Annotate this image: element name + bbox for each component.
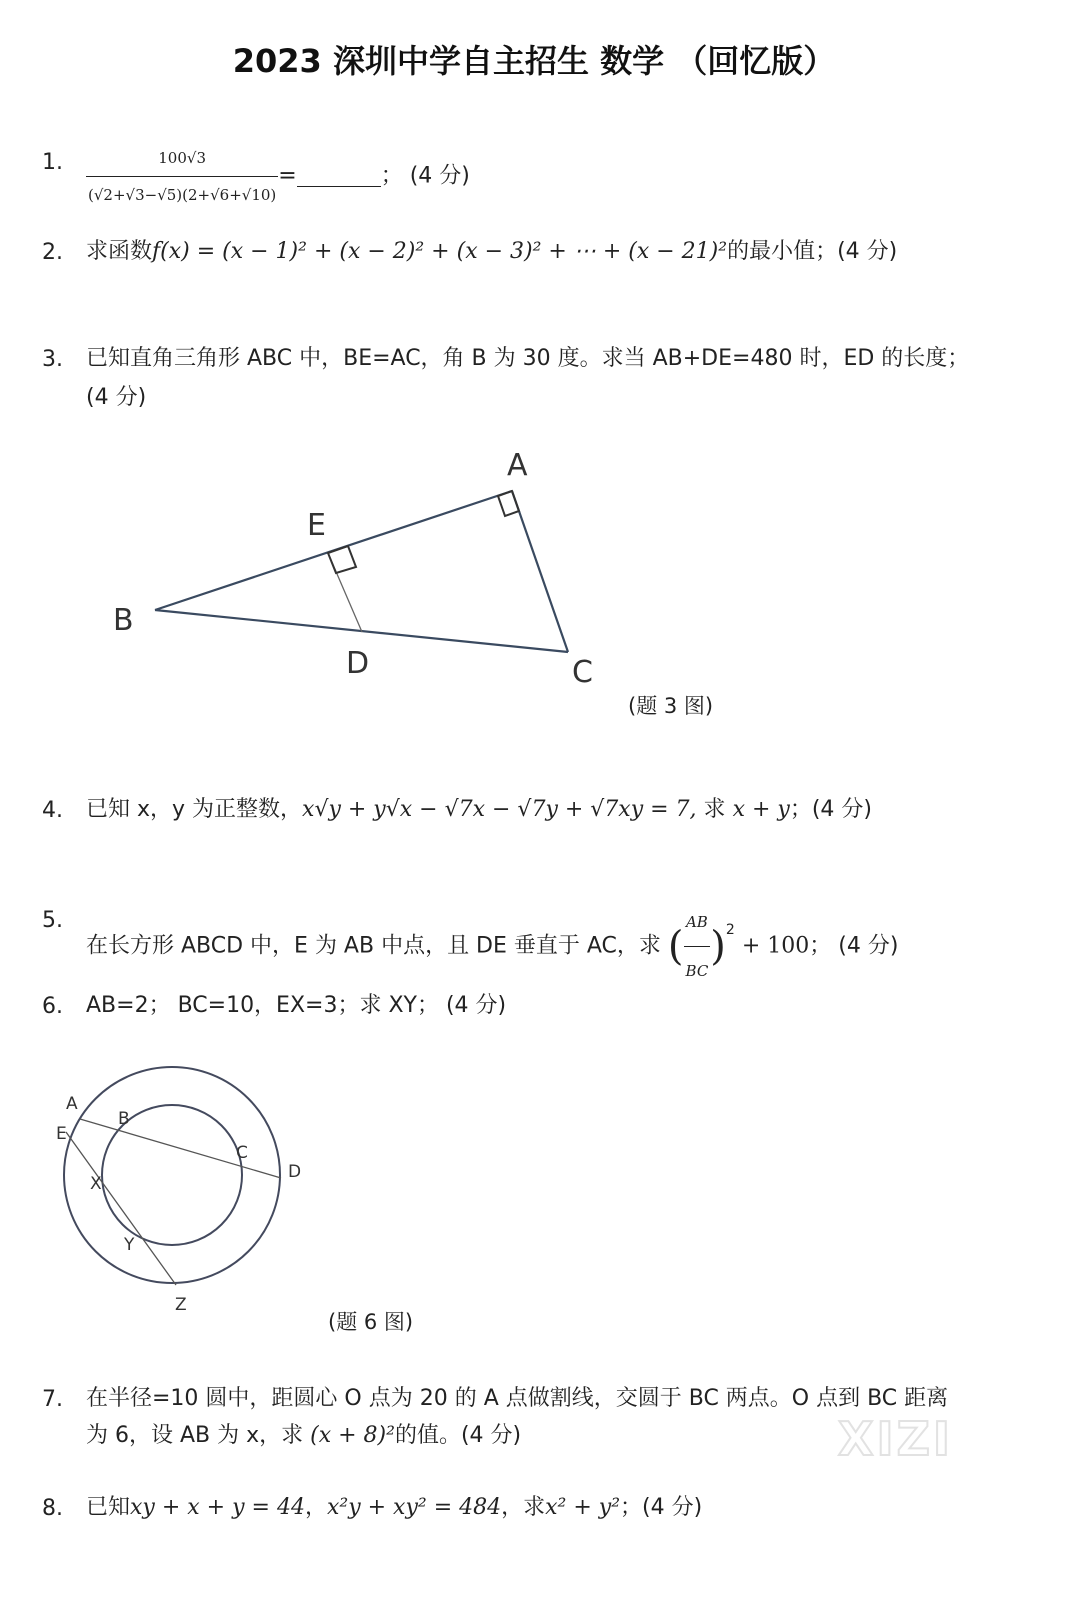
q5-lparen: ( xyxy=(667,923,684,970)
question-3-line2: (4 分) xyxy=(86,385,147,410)
q5-plus: + 100 xyxy=(734,933,810,959)
side-ac xyxy=(512,491,568,652)
triangle-figure xyxy=(0,430,800,730)
q1-fraction xyxy=(86,140,278,213)
q4-prefix: 已知 x，y 为正整数， xyxy=(86,797,303,822)
q8-eq1: xy + x + y = 44 xyxy=(130,1495,305,1520)
q1-points: ； (4 分) xyxy=(380,163,470,189)
q5-fraction xyxy=(684,898,711,995)
q4-target: x + y xyxy=(732,797,790,822)
q5-numerator: AB xyxy=(684,898,711,947)
chord-ez xyxy=(66,1132,176,1285)
label-d: D xyxy=(346,646,370,681)
q5-exponent: 2 xyxy=(725,922,735,939)
label-e: E xyxy=(307,508,326,543)
watermark: XIZI xyxy=(838,1412,954,1466)
q7-suffix: 的值。(4 分) xyxy=(394,1423,522,1448)
q8-mid: ，求 xyxy=(501,1495,546,1520)
q7-number: 7. xyxy=(42,1387,63,1412)
label-a: A xyxy=(507,448,528,483)
q3-number: 3. xyxy=(42,347,63,372)
q2-suffix: 的最小值；(4 分) xyxy=(727,239,898,264)
circle-label-y: Y xyxy=(124,1235,135,1255)
q1-answer-blank xyxy=(297,166,381,187)
question-1 xyxy=(86,140,470,213)
right-angle-a xyxy=(498,491,519,516)
question-8 xyxy=(86,1490,702,1526)
q2-expression: f(x) = (x − 1)² + (x − 2)² + (x − 3)² + ⋯ + (x − 21)² xyxy=(152,239,728,264)
circle-label-c: C xyxy=(236,1143,248,1163)
question-7-line1: 在半径=10 圆中，距圆心 O 点为 20 的 A 点做割线，交圆于 BC 两点。O 点到 BC 距离 xyxy=(86,1386,949,1411)
q2-prefix: 求函数 xyxy=(86,239,153,264)
circle-label-a: A xyxy=(66,1094,78,1114)
page-title: 2023 深圳中学自主招生 数学 （回忆版） xyxy=(232,42,836,80)
label-c: C xyxy=(572,655,593,690)
q5-number: 5. xyxy=(42,908,63,933)
q8-target: x² + y² xyxy=(545,1495,621,1520)
q8-suffix: ；(4 分) xyxy=(620,1495,703,1520)
q8-number: 8. xyxy=(42,1496,63,1521)
q5-denominator: BC xyxy=(685,962,709,980)
chord-ad xyxy=(80,1119,281,1178)
question-3-line1: 已知直角三角形 ABC 中，BE=AC，角 B 为 30 度。求当 AB+DE=480 时，ED 的长度； xyxy=(86,346,970,371)
q5-prefix: 在长方形 ABCD 中，E 为 AB 中点，且 DE 垂直于 AC，求 xyxy=(86,933,668,959)
q1-number: 1. xyxy=(42,150,63,175)
q1-numerator: 100√3 xyxy=(86,140,278,177)
q3-caption: (题 3 图) xyxy=(628,694,714,718)
q8-eq2: x²y + xy² = 484 xyxy=(326,1495,502,1520)
question-2 xyxy=(86,234,897,270)
q7-prefix: 为 6，设 AB 为 x，求 xyxy=(86,1423,311,1448)
q4-number: 4. xyxy=(42,798,63,823)
circle-label-x: X xyxy=(90,1174,102,1194)
question-4 xyxy=(86,792,872,828)
circle-label-e: E xyxy=(56,1124,67,1144)
question-7-line2 xyxy=(86,1418,521,1454)
q8-sep: ， xyxy=(304,1495,327,1520)
question-5 xyxy=(86,898,898,995)
label-b: B xyxy=(113,603,134,638)
question-6: AB=2； BC=10，EX=3；求 XY； (4 分) xyxy=(86,993,507,1018)
circle-label-d: D xyxy=(288,1162,302,1182)
q1-denominator: (√2+√3−√5)(2+√6+√10) xyxy=(88,186,277,204)
q6-caption: (题 6 图) xyxy=(328,1310,414,1334)
circle-label-z: Z xyxy=(175,1295,187,1315)
q7-expression: (x + 8)² xyxy=(310,1423,395,1448)
q6-number: 6. xyxy=(42,994,63,1019)
q2-number: 2. xyxy=(42,240,63,265)
circles-figure xyxy=(0,1060,360,1320)
q8-prefix: 已知 xyxy=(86,1495,131,1520)
q5-suffix: ； (4 分) xyxy=(809,933,899,959)
q4-mid: 求 xyxy=(696,797,733,822)
circle-label-b: B xyxy=(118,1109,130,1129)
q5-rparen: ) xyxy=(710,923,726,970)
q4-suffix: ；(4 分) xyxy=(789,797,872,822)
q4-equation: x√y + y√x − √7x − √7y + √7xy = 7, xyxy=(302,797,697,822)
q1-equals: = xyxy=(278,163,297,189)
